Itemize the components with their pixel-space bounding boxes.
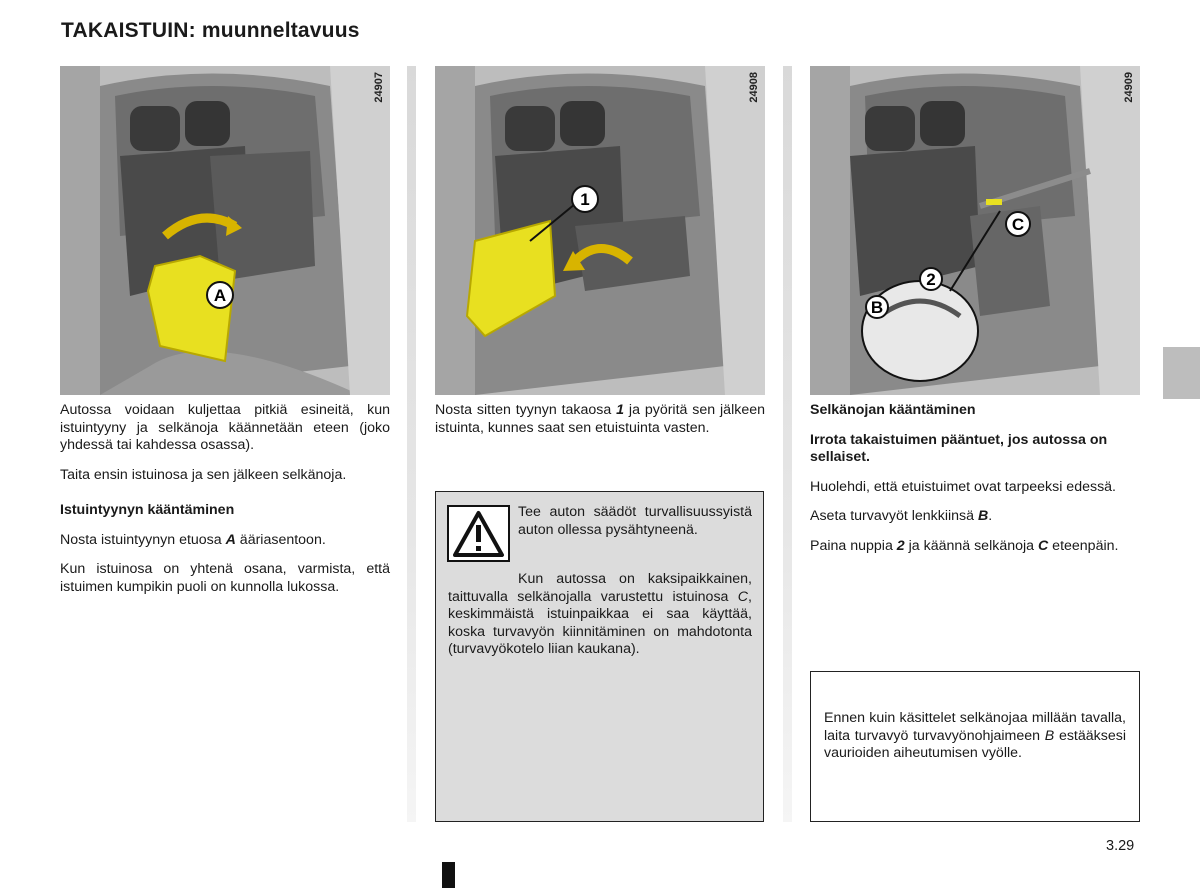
section-heading: Irrota takaistuimen pääntuet, jos autossa on sellaiset. [810,431,1108,465]
column-separator [407,66,416,822]
warning-text: Kun autossa on kaksipaikkainen, taittuvalla selkänojalla varustettu istuinosa C, keskimmäistä istuinpaikkaa ei saa käyttää, koska turvavyön kiinnitäminen on mahdotonta (turvavyökotelo liian kaukana). [448,571,752,657]
paragraph: Autossa voidaan kuljettaa pitkiä esineitä, kun istuintyyny ja selkänoja käännetään eteen (joko yhdessä tai kahdessa osassa). [60,402,390,453]
figure-backrest [810,66,1140,395]
figure-number: 24909 [1123,72,1135,103]
figure-seat-rotate [435,66,765,395]
figure-label: B [870,298,884,317]
section-tab [1163,347,1200,399]
column-1-text [60,402,390,608]
section-heading: Selkänojan kääntäminen [810,402,976,418]
figure-number: 24907 [373,72,385,103]
figure-label: A [213,286,227,305]
column-2-text [435,402,765,449]
crop-mark [442,862,455,888]
warning-text: Tee auton säädöt turvallisuussyistä auton ollessa pysähtyneenä. [518,504,752,538]
column-separator [783,66,792,822]
column-3-text [810,402,1140,567]
paragraph: Nosta istuintyynyn etuosa A ääriasentoon. [60,531,326,548]
figure-seat-cushion [60,66,390,395]
paragraph: Nosta sitten tyynyn takaosa 1 ja pyöritä sen jälkeen istuinta, kunnes saat sen etuistuinta vasten. [435,402,765,436]
note-text: Ennen kuin käsittelet selkänojaa millään tavalla, laita turvavyö turvavyönohjaimeen B estääksesi vaurioiden aiheutumisen vyölle. [824,710,1126,761]
paragraph: Huolehdi, että etuistuimet ovat tarpeeksi edessä. [810,478,1116,495]
figure-number: 24908 [748,72,760,103]
figure-label: 2 [926,270,936,289]
figure-label: C [1011,215,1025,234]
paragraph: Kun istuinosa on yhtenä osana, varmista, että istuimen kumpikin puoli on kunnolla lukossa. [60,561,390,595]
paragraph: Taita ensin istuinosa ja sen jälkeen selkänoja. [60,466,347,483]
note-box [810,671,1140,822]
page-number: 3.29 [1106,838,1135,854]
figure-label: 1 [580,190,590,209]
paragraph: Aseta turvavyöt lenkkiinsä B. [810,508,993,524]
paragraph: Paina nuppia 2 ja käännä selkänoja C eteenpäin. [810,537,1119,554]
page-title: TAKAISTUIN: muunneltavuus [61,19,360,42]
warning-box [435,491,764,822]
warning-triangle-icon [447,505,510,562]
section-heading: Istuintyynyn kääntäminen [60,502,235,518]
